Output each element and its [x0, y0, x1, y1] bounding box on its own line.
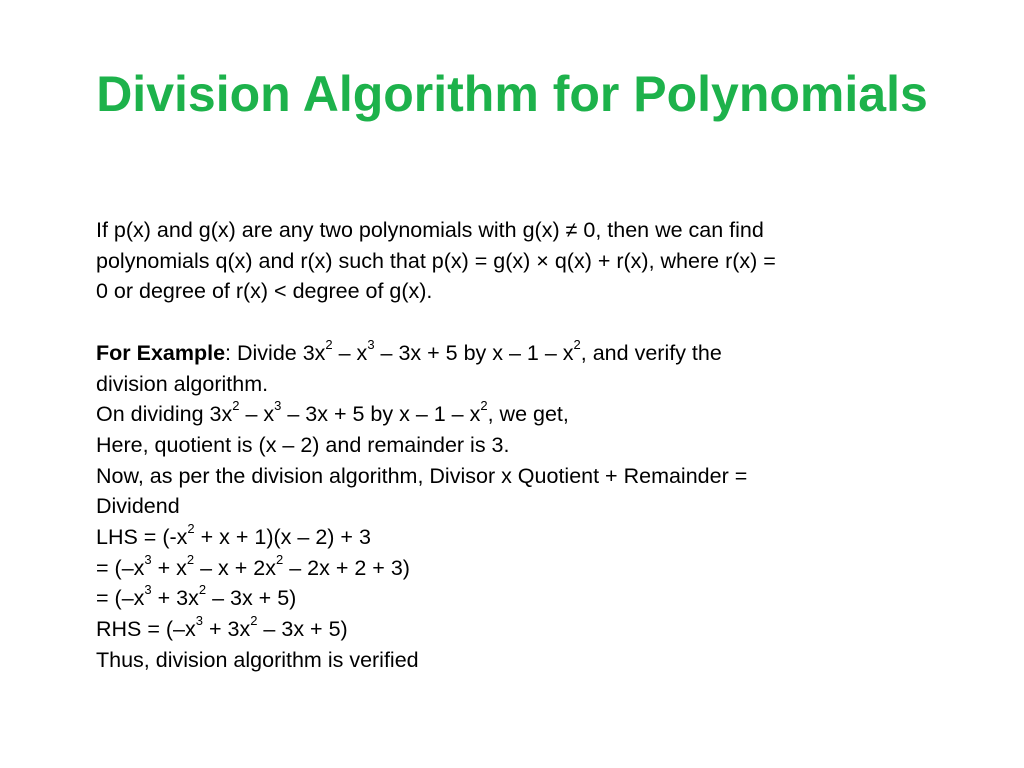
example-text: – x	[332, 340, 368, 365]
slide-title: Division Algorithm for Polynomials	[96, 66, 928, 122]
exponent: 2	[480, 398, 488, 414]
example-line-2: division algorithm.	[96, 371, 269, 396]
example-text: RHS = (–x	[96, 617, 196, 642]
rhs-line	[96, 614, 916, 645]
expansion-line-2	[96, 583, 916, 614]
exponent: 2	[186, 551, 195, 567]
exponent: 3	[274, 398, 282, 414]
example-line-6: Dividend	[96, 494, 180, 519]
example-text: + 3x	[203, 617, 251, 642]
conclusion-line: Thus, division algorithm is verified	[96, 647, 419, 672]
exponent: 2	[250, 612, 258, 628]
example-text: + x + 1)(x – 2) + 3	[194, 525, 371, 550]
example-line-1	[96, 338, 916, 369]
lhs-line	[96, 522, 916, 553]
paragraph-gap	[96, 307, 916, 338]
example-text: – 3x + 5 by x – 1 – x	[281, 402, 481, 427]
slide-body	[96, 215, 916, 676]
example-text: On dividing 3x	[96, 402, 233, 427]
exponent: 2	[276, 551, 284, 567]
example-text: + x	[151, 555, 187, 580]
exponent: 2	[187, 520, 195, 536]
example-text: , and verify the	[580, 340, 722, 365]
example-text: – 3x + 5)	[257, 617, 348, 642]
expansion-line-1	[96, 553, 916, 584]
example-line-5: Now, as per the division algorithm, Divisor x Quotient + Remainder =	[96, 463, 748, 488]
example-line-4: Here, quotient is (x – 2) and remainder is 3.	[96, 432, 510, 457]
example-label: For Example	[96, 340, 226, 365]
example-text: , we get,	[487, 402, 569, 427]
example-text: = (–x	[96, 555, 145, 580]
intro-line-2: polynomials q(x) and r(x) such that p(x) = g(x) × q(x) + r(x), where r(x) =	[96, 248, 776, 273]
example-text: – 3x + 5)	[206, 586, 297, 611]
example-text: – x	[239, 402, 275, 427]
exponent: 3	[367, 336, 375, 352]
exponent: 2	[232, 398, 240, 414]
example-text: – x + 2x	[194, 555, 277, 580]
exponent: 3	[144, 582, 152, 598]
intro-line-3: 0 or degree of r(x) < degree of g(x).	[96, 279, 433, 304]
example-text: + 3x	[151, 586, 199, 611]
example-text: = (–x	[96, 586, 145, 611]
exponent: 2	[325, 336, 333, 352]
example-text: : Divide 3x	[225, 340, 326, 365]
example-line-3	[96, 399, 916, 430]
exponent: 2	[573, 336, 581, 352]
example-text: – 2x + 2 + 3)	[283, 555, 410, 580]
exponent: 3	[144, 551, 152, 567]
exponent: 2	[198, 582, 207, 598]
exponent: 3	[195, 612, 203, 628]
example-text: LHS = (-x	[96, 525, 188, 550]
example-text: – 3x + 5 by x – 1 – x	[374, 340, 574, 365]
intro-line-1: If p(x) and g(x) are any two polynomials with g(x) ≠ 0, then we can find	[96, 218, 764, 242]
